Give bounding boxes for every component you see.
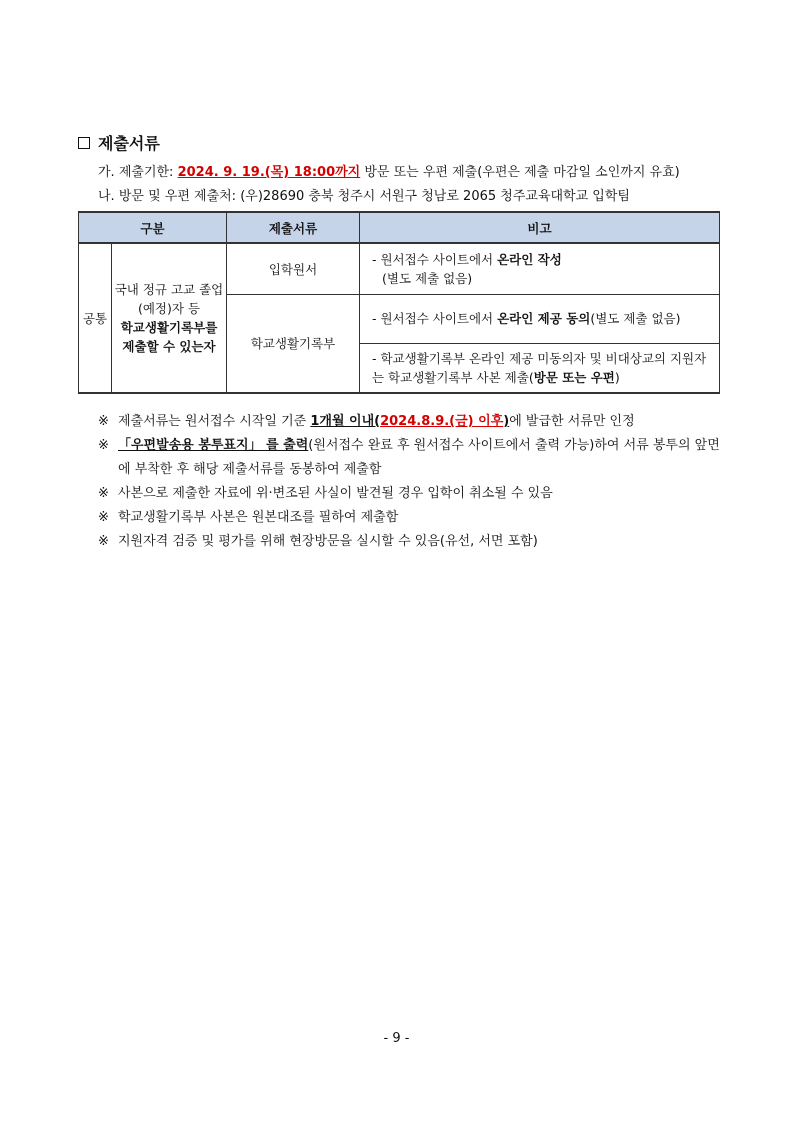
table-header-row (79, 212, 720, 243)
note-tail: ) (614, 369, 620, 385)
list-item (98, 506, 728, 530)
note-text: - 원서접수 사이트에서 (372, 311, 498, 326)
note-underline: 「우편발송용 봉투표지」 를 출력 (118, 438, 309, 453)
target-plain: 국내 정규 고교 졸업(예정)자 등 (114, 282, 224, 316)
note-text: 지원자격 검증 및 평가를 위해 현장방문을 실시할 수 있음(유선, 서면 포함) (118, 534, 538, 549)
note-school-record-consent (360, 294, 720, 343)
header-document: 제출서류 (227, 212, 360, 243)
target-bold: 학교생활기록부를 제출할 수 있는자 (120, 320, 218, 354)
note-underline-close: ) (503, 414, 510, 429)
section-title (78, 131, 160, 154)
section-title-text: 제출서류 (98, 134, 160, 153)
list-item (98, 410, 728, 434)
documents-table (78, 211, 720, 394)
note-mark: ※ (98, 438, 109, 453)
note-text: 제출서류는 원서접수 시작일 기준 (118, 414, 311, 429)
table-row (79, 243, 720, 294)
target-cell (112, 243, 227, 393)
header-category: 구분 (79, 212, 227, 243)
deadline-line (98, 161, 680, 180)
note-mark: ※ (98, 510, 109, 525)
category-cell: 공통 (79, 243, 112, 393)
note-school-record-copy (360, 343, 720, 393)
page-number: - 9 - (383, 1031, 410, 1046)
list-item (98, 482, 728, 506)
doc-school-record: 학교생활기록부 (227, 294, 360, 393)
deadline-date: 2024. 9. 19.(목) 18:00까지 (177, 165, 361, 180)
header-note: 비고 (360, 212, 720, 243)
deadline-suffix: 방문 또는 우편 제출(우편은 제출 마감일 소인까지 유효) (360, 165, 680, 180)
list-item (98, 530, 728, 554)
note-bold: 온라인 제공 동의 (497, 311, 591, 326)
note-text: - 학교생활기록부 온라인 제공 미동의자 및 비대상교의 지원자는 학교생활기록부 사본 제출( (372, 350, 707, 385)
note-tail: (별도 제출 없음) (590, 311, 681, 326)
note-red-date: 2024.8.9.(금) 이후 (380, 414, 504, 429)
note-bold: 방문 또는 우편 (533, 369, 615, 385)
list-item (98, 434, 728, 482)
checkbox-icon (78, 137, 90, 149)
note-text-tail: 에 발급한 서류만 인정 (509, 414, 635, 429)
note-text: - 원서접수 사이트에서 (372, 251, 498, 267)
address-line: 나. 방문 및 우편 제출처: (우)28690 충북 청주시 서원구 청남로 2065 청주교육대학교 입학팀 (98, 189, 630, 204)
note-application-form (360, 243, 720, 294)
note-line2: (별도 제출 없음) (382, 270, 473, 286)
note-mark: ※ (98, 534, 109, 549)
doc-application-form: 입학원서 (227, 243, 360, 294)
notes-list (98, 410, 728, 554)
note-underline: 1개월 이내( (310, 414, 381, 429)
note-text: 사본으로 제출한 자료에 위·변조된 사실이 발견될 경우 입학이 취소될 수 있음 (118, 486, 553, 501)
note-bold: 온라인 작성 (497, 251, 562, 267)
note-text: 학교생활기록부 사본은 원본대조를 필하여 제출함 (118, 510, 399, 525)
deadline-prefix: 가. 제출기한: (98, 165, 178, 180)
note-mark: ※ (98, 414, 109, 429)
note-mark: ※ (98, 486, 109, 501)
note-text: (원서접수 완료 후 원서접수 사이트에서 출력 가능)하여 서류 봉투의 앞면에 부착한 후 해당 제출서류를 동봉하여 제출함 (118, 438, 720, 477)
